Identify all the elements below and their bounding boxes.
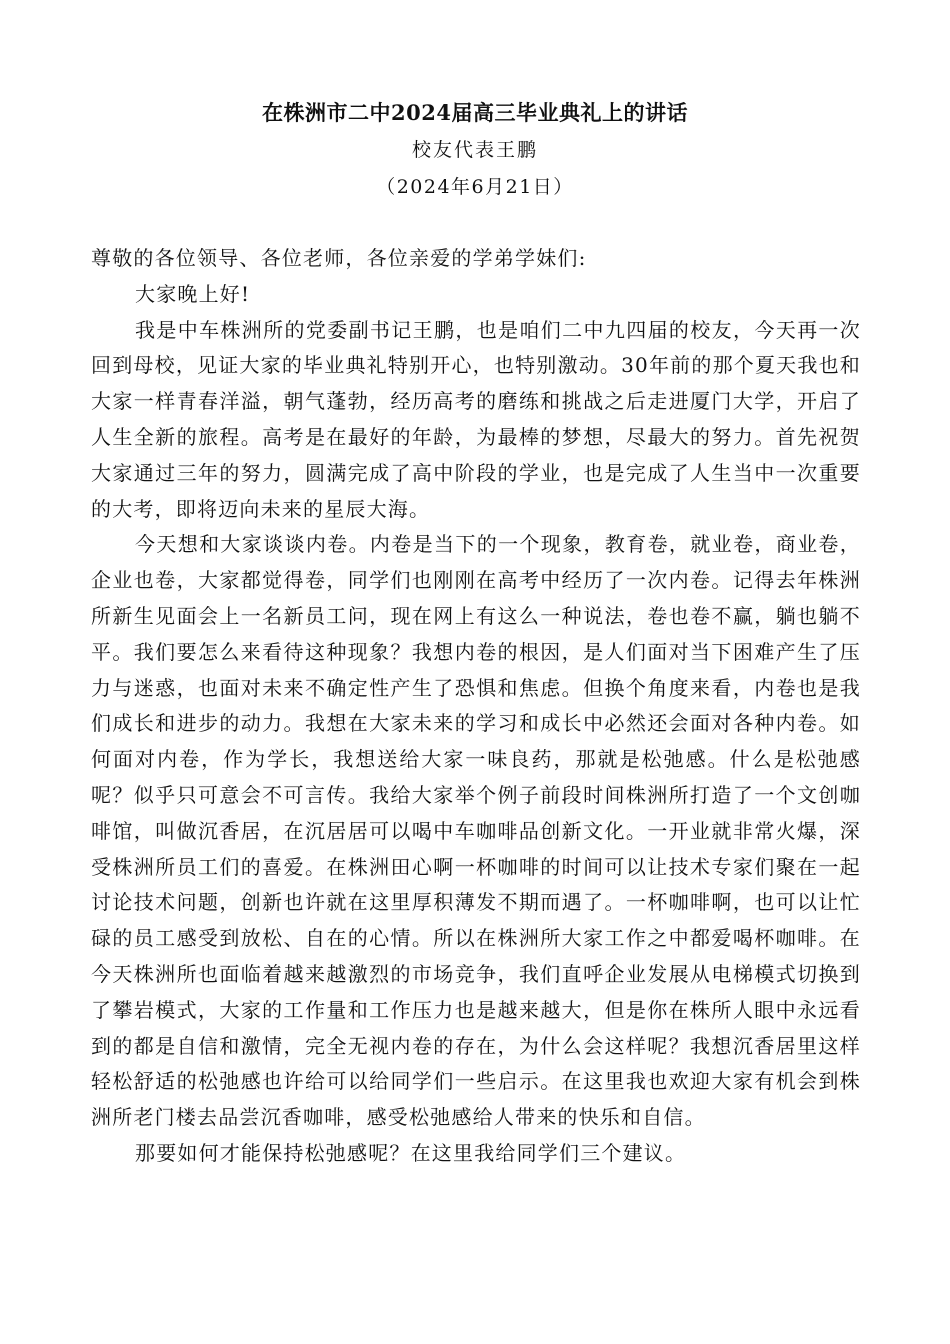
salutation: 尊敬的各位领导、各位老师，各位亲爱的学弟学妹们: [91,246,587,270]
document-author: 校友代表王鹏 [411,139,538,161]
greeting: 大家晚上好! [135,281,251,306]
document-body [91,241,861,1172]
document-date: （2024年6月21日） [376,176,574,198]
paragraph-involution: 今天想和大家谈谈内卷。内卷是当下的一个现象，教育卷，就业卷，商业卷，企业也卷，大家都觉得卷，同学们也刚刚在高考中经历了一次内卷。记得去年株洲所新生见面会上一名新员工问，现在网上有这么一种说法，卷也卷不赢，躺也躺不平。我们要怎么来看待这种现象？我想内卷的根因，是人们面对当下困难产生了压力与迷惑，也面对未来不确定性产生了恐惧和焦虑。但换个角度来看，内卷也是我们成长和进步的动力。我想在大家未来的学习和成长中必然还会面对各种内卷。如何面对内卷，作为学长，我想送给大家一味良药，那就是松弛感。什么是松弛感呢？似乎只可意会不可言传。我给大家举个例子前段时间株洲所打造了一个文创咖啡馆，叫做沉香居，在沉居居可以喝中车咖啡品创新文化。一开业就非常火爆，深受株洲所员工们的喜爱。在株洲田心啊一杯咖啡的时间可以让技术专家们聚在一起讨论技术问题，创新也许就在这里厚积薄发不期而遇了。一杯咖啡啊，也可以让忙碌的员工感受到放松、自在的心情。所以在株洲所大家工作之中都爱喝杯咖啡。在今天株洲所也面临着越来越激烈的市场竞争，我们直呼企业发展从电梯模式切换到了攀岩模式，大家的工作量和工作压力也是越来越大，但是你在株所人眼中永远看到的都是自信和激情，完全无视内卷的存在，为什么会这样呢？我想沉香居里这样轻松舒适的松弛感也许给可以给同学们一些启示。在这里我也欢迎大家有机会到株洲所老门楼去品尝沉香咖啡，感受松弛感给人带来的快乐和自信。 [91,532,861,1130]
paragraph-intro: 我是中车株洲所的党委副书记王鹏，也是咱们二中九四届的校友，今天再一次回到母校，见证大家的毕业典礼特别开心，也特别激动。30年前的那个夏天我也和大家一样青春洋溢，朝气蓬勃，经历高考的磨练和挑战之后走进厦门大学，开启了人生全新的旅程。高考是在最好的年龄，为最棒的梦想，尽最大的努力。首先祝贺大家通过三年的努力，圆满完成了高中阶段的学业，也是完成了人生当中一次重要的大考，即将迈向未来的星辰大海。 [91,317,861,521]
paragraph-suggestions: 那要如何才能保持松弛感呢？在这里我给同学们三个建议。 [135,1140,687,1165]
document-title: 在株洲市二中2024届高三毕业典礼上的讲话 [262,100,688,125]
